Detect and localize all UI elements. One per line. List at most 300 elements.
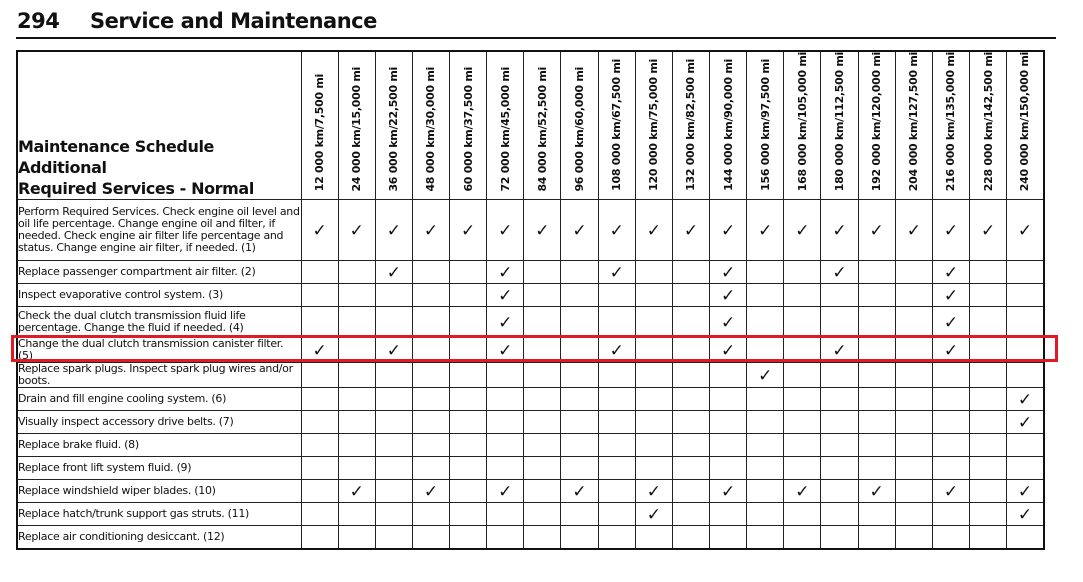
empty-cell (450, 261, 487, 284)
empty-cell (487, 457, 524, 480)
table-row (17, 411, 1044, 434)
interval-label: 168 000 km/105,000 mi (795, 52, 809, 192)
interval-header (375, 51, 412, 200)
empty-cell (450, 457, 487, 480)
empty-cell (932, 457, 969, 480)
empty-cell (524, 526, 561, 550)
empty-cell (895, 434, 932, 457)
empty-cell (784, 284, 821, 307)
empty-cell (450, 503, 487, 526)
check-mark-icon: ✓ (895, 200, 932, 261)
empty-cell (858, 261, 895, 284)
check-mark-icon: ✓ (858, 480, 895, 503)
empty-cell (487, 411, 524, 434)
empty-cell (858, 363, 895, 388)
empty-cell (784, 338, 821, 363)
empty-cell (895, 457, 932, 480)
service-description: Replace passenger compartment air filter. (2) (17, 261, 301, 284)
check-mark-icon: ✓ (301, 338, 338, 363)
empty-cell (301, 480, 338, 503)
empty-cell (1007, 307, 1044, 338)
service-description: Replace brake fluid. (8) (17, 434, 301, 457)
interval-label: 12 000 km/7,500 mi (313, 74, 327, 192)
empty-cell (747, 411, 784, 434)
interval-header (821, 51, 858, 200)
empty-cell (710, 434, 747, 457)
interval-label: 216 000 km/135,000 mi (944, 52, 958, 192)
check-mark-icon: ✓ (1007, 480, 1044, 503)
service-description: Change the dual clutch transmission canister filter. (5) (17, 338, 301, 363)
interval-label: 72 000 km/45,000 mi (498, 66, 512, 192)
table-row (17, 261, 1044, 284)
interval-header (710, 51, 747, 200)
service-description: Replace front lift system fluid. (9) (17, 457, 301, 480)
empty-cell (747, 338, 784, 363)
table-title (17, 51, 301, 200)
empty-cell (487, 526, 524, 550)
interval-header (561, 51, 598, 200)
empty-cell (375, 457, 412, 480)
empty-cell (450, 388, 487, 411)
empty-cell (412, 388, 449, 411)
empty-cell (672, 526, 709, 550)
table-row (17, 200, 1044, 261)
interval-header (635, 51, 672, 200)
empty-cell (338, 307, 375, 338)
empty-cell (561, 434, 598, 457)
interval-label: 96 000 km/60,000 mi (573, 66, 587, 192)
empty-cell (524, 480, 561, 503)
empty-cell (561, 261, 598, 284)
empty-cell (412, 503, 449, 526)
empty-cell (970, 261, 1007, 284)
empty-cell (450, 338, 487, 363)
check-mark-icon: ✓ (635, 503, 672, 526)
empty-cell (450, 284, 487, 307)
check-mark-icon: ✓ (524, 200, 561, 261)
empty-cell (970, 503, 1007, 526)
service-description: Drain and fill engine cooling system. (6) (17, 388, 301, 411)
empty-cell (672, 363, 709, 388)
empty-cell (747, 480, 784, 503)
table-row-highlighted (17, 338, 1044, 363)
empty-cell (301, 457, 338, 480)
empty-cell (821, 388, 858, 411)
empty-cell (561, 284, 598, 307)
empty-cell (895, 338, 932, 363)
empty-cell (301, 261, 338, 284)
check-mark-icon: ✓ (858, 200, 895, 261)
empty-cell (635, 411, 672, 434)
empty-cell (450, 434, 487, 457)
empty-cell (524, 284, 561, 307)
empty-cell (970, 526, 1007, 550)
table-row (17, 526, 1044, 550)
empty-cell (1007, 526, 1044, 550)
check-mark-icon: ✓ (970, 200, 1007, 261)
table-row (17, 434, 1044, 457)
check-mark-icon: ✓ (1007, 200, 1044, 261)
check-mark-icon: ✓ (1007, 388, 1044, 411)
check-mark-icon: ✓ (487, 284, 524, 307)
check-mark-icon: ✓ (487, 480, 524, 503)
check-mark-icon: ✓ (932, 307, 969, 338)
empty-cell (524, 307, 561, 338)
check-mark-icon: ✓ (561, 480, 598, 503)
empty-cell (635, 261, 672, 284)
empty-cell (672, 388, 709, 411)
empty-cell (524, 261, 561, 284)
check-mark-icon: ✓ (412, 200, 449, 261)
empty-cell (1007, 338, 1044, 363)
empty-cell (301, 503, 338, 526)
empty-cell (672, 261, 709, 284)
empty-cell (338, 411, 375, 434)
empty-cell (301, 284, 338, 307)
empty-cell (598, 411, 635, 434)
empty-cell (747, 284, 784, 307)
empty-cell (970, 363, 1007, 388)
empty-cell (524, 411, 561, 434)
empty-cell (672, 457, 709, 480)
empty-cell (895, 261, 932, 284)
empty-cell (747, 388, 784, 411)
empty-cell (1007, 284, 1044, 307)
empty-cell (412, 261, 449, 284)
empty-cell (598, 480, 635, 503)
empty-cell (784, 434, 821, 457)
empty-cell (338, 434, 375, 457)
empty-cell (338, 363, 375, 388)
empty-cell (561, 363, 598, 388)
empty-cell (672, 434, 709, 457)
empty-cell (487, 434, 524, 457)
check-mark-icon: ✓ (710, 480, 747, 503)
check-mark-icon: ✓ (375, 338, 412, 363)
empty-cell (338, 457, 375, 480)
empty-cell (412, 457, 449, 480)
interval-header (858, 51, 895, 200)
table-row (17, 388, 1044, 411)
check-mark-icon: ✓ (710, 307, 747, 338)
empty-cell (598, 457, 635, 480)
empty-cell (747, 261, 784, 284)
empty-cell (487, 503, 524, 526)
empty-cell (858, 388, 895, 411)
check-mark-icon: ✓ (598, 200, 635, 261)
empty-cell (301, 307, 338, 338)
empty-cell (858, 284, 895, 307)
empty-cell (561, 307, 598, 338)
empty-cell (338, 284, 375, 307)
table-body (17, 200, 1044, 550)
interval-label: 144 000 km/90,000 mi (721, 59, 735, 192)
check-mark-icon: ✓ (412, 480, 449, 503)
empty-cell (970, 457, 1007, 480)
empty-cell (747, 526, 784, 550)
empty-cell (524, 457, 561, 480)
interval-label: 48 000 km/30,000 mi (424, 66, 438, 192)
empty-cell (970, 480, 1007, 503)
check-mark-icon: ✓ (932, 200, 969, 261)
interval-header (784, 51, 821, 200)
interval-label: 24 000 km/15,000 mi (350, 66, 364, 192)
empty-cell (821, 503, 858, 526)
empty-cell (487, 388, 524, 411)
interval-header (524, 51, 561, 200)
empty-cell (858, 307, 895, 338)
interval-label: 60 000 km/37,500 mi (461, 66, 475, 192)
check-mark-icon: ✓ (672, 200, 709, 261)
empty-cell (487, 363, 524, 388)
empty-cell (672, 480, 709, 503)
empty-cell (635, 388, 672, 411)
check-mark-icon: ✓ (338, 480, 375, 503)
interval-label: 132 000 km/82,500 mi (684, 59, 698, 192)
interval-header (412, 51, 449, 200)
empty-cell (672, 284, 709, 307)
table-title-line1: Maintenance Schedule Additional (18, 137, 215, 178)
empty-cell (635, 526, 672, 550)
empty-cell (710, 457, 747, 480)
empty-cell (710, 503, 747, 526)
empty-cell (1007, 434, 1044, 457)
empty-cell (1007, 363, 1044, 388)
table-row (17, 503, 1044, 526)
empty-cell (598, 434, 635, 457)
empty-cell (784, 363, 821, 388)
check-mark-icon: ✓ (784, 480, 821, 503)
empty-cell (895, 411, 932, 434)
check-mark-icon: ✓ (450, 200, 487, 261)
empty-cell (301, 388, 338, 411)
empty-cell (710, 411, 747, 434)
empty-cell (301, 411, 338, 434)
interval-header (301, 51, 338, 200)
empty-cell (375, 411, 412, 434)
empty-cell (672, 411, 709, 434)
table-title-line2: Required Services - Normal (18, 179, 254, 199)
empty-cell (561, 526, 598, 550)
empty-cell (970, 284, 1007, 307)
empty-cell (784, 261, 821, 284)
empty-cell (524, 388, 561, 411)
check-mark-icon: ✓ (747, 200, 784, 261)
empty-cell (970, 307, 1007, 338)
empty-cell (412, 411, 449, 434)
interval-label: 156 000 km/97,500 mi (758, 59, 772, 192)
table-row (17, 457, 1044, 480)
empty-cell (412, 363, 449, 388)
check-mark-icon: ✓ (710, 261, 747, 284)
service-description: Check the dual clutch transmission fluid life percentage. Change the fluid if needed. (4) (17, 307, 301, 338)
empty-cell (412, 307, 449, 338)
empty-cell (524, 503, 561, 526)
empty-cell (821, 434, 858, 457)
check-mark-icon: ✓ (1007, 503, 1044, 526)
empty-cell (858, 526, 895, 550)
empty-cell (932, 503, 969, 526)
empty-cell (932, 434, 969, 457)
empty-cell (338, 503, 375, 526)
empty-cell (598, 503, 635, 526)
empty-cell (747, 503, 784, 526)
empty-cell (821, 284, 858, 307)
empty-cell (858, 338, 895, 363)
empty-cell (375, 434, 412, 457)
check-mark-icon: ✓ (710, 338, 747, 363)
check-mark-icon: ✓ (487, 261, 524, 284)
empty-cell (561, 457, 598, 480)
title-divider (16, 37, 1056, 39)
empty-cell (895, 363, 932, 388)
interval-label: 240 000 km/150,000 mi (1018, 52, 1032, 192)
empty-cell (412, 338, 449, 363)
empty-cell (524, 338, 561, 363)
empty-cell (895, 307, 932, 338)
check-mark-icon: ✓ (821, 261, 858, 284)
check-mark-icon: ✓ (598, 338, 635, 363)
empty-cell (784, 307, 821, 338)
empty-cell (932, 388, 969, 411)
empty-cell (895, 284, 932, 307)
interval-header (450, 51, 487, 200)
interval-header (895, 51, 932, 200)
interval-label: 228 000 km/142,500 mi (981, 52, 995, 192)
empty-cell (598, 307, 635, 338)
empty-cell (970, 388, 1007, 411)
empty-cell (970, 338, 1007, 363)
check-mark-icon: ✓ (375, 261, 412, 284)
empty-cell (672, 338, 709, 363)
empty-cell (375, 363, 412, 388)
empty-cell (338, 526, 375, 550)
empty-cell (932, 411, 969, 434)
empty-cell (412, 526, 449, 550)
empty-cell (598, 526, 635, 550)
empty-cell (895, 503, 932, 526)
empty-cell (375, 307, 412, 338)
empty-cell (301, 363, 338, 388)
empty-cell (375, 480, 412, 503)
empty-cell (821, 307, 858, 338)
page-title: Service and Maintenance (90, 9, 377, 33)
empty-cell (747, 434, 784, 457)
check-mark-icon: ✓ (932, 480, 969, 503)
empty-cell (895, 480, 932, 503)
check-mark-icon: ✓ (375, 200, 412, 261)
empty-cell (450, 307, 487, 338)
empty-cell (784, 411, 821, 434)
empty-cell (561, 411, 598, 434)
empty-cell (635, 434, 672, 457)
empty-cell (932, 526, 969, 550)
check-mark-icon: ✓ (710, 284, 747, 307)
empty-cell (598, 363, 635, 388)
empty-cell (524, 434, 561, 457)
check-mark-icon: ✓ (821, 200, 858, 261)
empty-cell (672, 503, 709, 526)
check-mark-icon: ✓ (635, 480, 672, 503)
check-mark-icon: ✓ (338, 200, 375, 261)
service-description: Perform Required Services. Check engine oil level and oil life percentage. Change engine oil and filter, if needed. Check engine air filter life percentage and status. Change engine air filter, if needed. (1) (17, 200, 301, 261)
empty-cell (635, 284, 672, 307)
empty-cell (598, 284, 635, 307)
interval-label: 108 000 km/67,500 mi (610, 59, 624, 192)
empty-cell (895, 526, 932, 550)
interval-header (970, 51, 1007, 200)
check-mark-icon: ✓ (747, 363, 784, 388)
empty-cell (1007, 261, 1044, 284)
empty-cell (450, 480, 487, 503)
empty-cell (450, 363, 487, 388)
maintenance-schedule-table (16, 50, 1045, 550)
interval-label: 120 000 km/75,000 mi (647, 59, 661, 192)
interval-label: 180 000 km/112,500 mi (833, 52, 847, 192)
empty-cell (821, 526, 858, 550)
empty-cell (672, 307, 709, 338)
table-row (17, 363, 1044, 388)
check-mark-icon: ✓ (487, 307, 524, 338)
check-mark-icon: ✓ (598, 261, 635, 284)
interval-header (487, 51, 524, 200)
empty-cell (932, 363, 969, 388)
empty-cell (710, 526, 747, 550)
empty-cell (561, 338, 598, 363)
check-mark-icon: ✓ (932, 284, 969, 307)
interval-label: 192 000 km/120,000 mi (870, 52, 884, 192)
table-row (17, 480, 1044, 503)
empty-cell (1007, 457, 1044, 480)
interval-header (338, 51, 375, 200)
empty-cell (821, 457, 858, 480)
check-mark-icon: ✓ (932, 338, 969, 363)
empty-cell (784, 526, 821, 550)
empty-cell (858, 434, 895, 457)
service-description: Replace spark plugs. Inspect spark plug wires and/or boots. (17, 363, 301, 388)
check-mark-icon: ✓ (821, 338, 858, 363)
check-mark-icon: ✓ (932, 261, 969, 284)
service-description: Replace hatch/trunk support gas struts. (11) (17, 503, 301, 526)
empty-cell (450, 411, 487, 434)
empty-cell (635, 363, 672, 388)
empty-cell (635, 457, 672, 480)
empty-cell (524, 363, 561, 388)
interval-header (598, 51, 635, 200)
empty-cell (858, 411, 895, 434)
empty-cell (895, 388, 932, 411)
empty-cell (561, 388, 598, 411)
check-mark-icon: ✓ (784, 200, 821, 261)
interval-header (672, 51, 709, 200)
empty-cell (412, 434, 449, 457)
table-row (17, 284, 1044, 307)
empty-cell (970, 434, 1007, 457)
interval-label: 204 000 km/127,500 mi (907, 52, 921, 192)
empty-cell (635, 338, 672, 363)
empty-cell (301, 526, 338, 550)
interval-header (1007, 51, 1044, 200)
empty-cell (747, 307, 784, 338)
interval-label: 36 000 km/22,500 mi (387, 66, 401, 192)
empty-cell (338, 261, 375, 284)
empty-cell (450, 526, 487, 550)
check-mark-icon: ✓ (710, 200, 747, 261)
empty-cell (598, 388, 635, 411)
empty-cell (561, 503, 598, 526)
interval-label: 84 000 km/52,500 mi (535, 66, 549, 192)
empty-cell (821, 480, 858, 503)
